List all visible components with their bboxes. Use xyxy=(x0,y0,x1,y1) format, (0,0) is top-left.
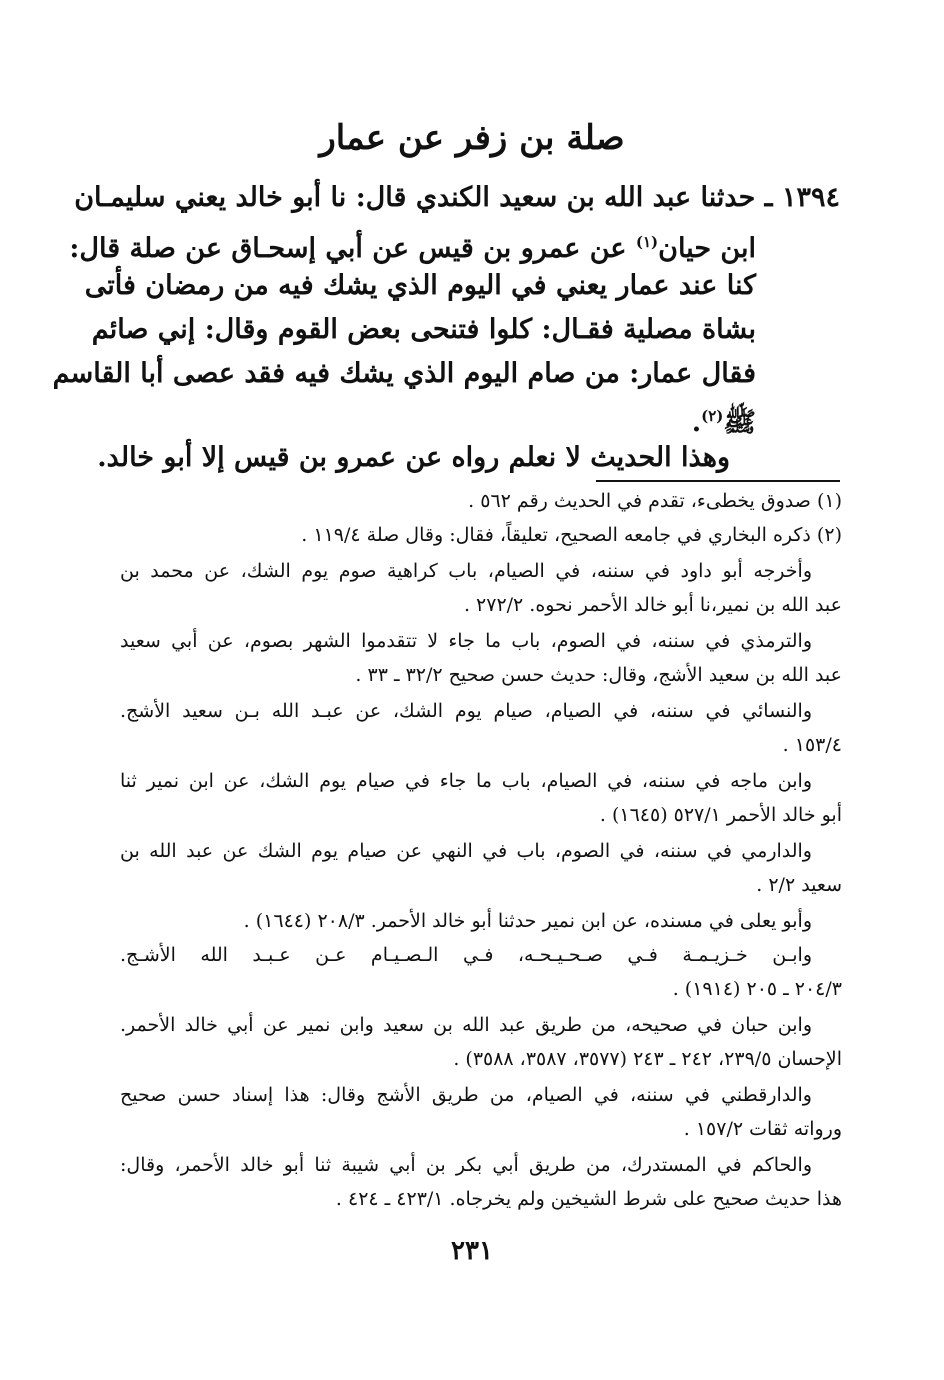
hadith-line-2 xyxy=(69,220,756,264)
hadith-line-5: فقال عمار: من صام اليوم الذي يشك فيه فقد عصى أبا القاسم xyxy=(52,358,756,389)
hadith-line-1: ١٣٩٤ ـ حدثنا عبد الله بن سعيد الكندي قال: نا أبو خالد يعني سليمـان xyxy=(74,182,840,213)
footnote-ibn-hibban-line-1: وابن حبان في صحيحه، من طريق عبد الله بن سعيد وابن نمير عن أبي خالد الأحمر. xyxy=(120,1014,812,1036)
footnote-darimi-line-2: سعيد ٢/٢ . xyxy=(756,874,842,896)
footnote-ibn-khuzaymah-line-2: ٢٠٤/٣ ـ ٢٠٥ (١٩١٤) . xyxy=(672,978,842,1000)
page-number: ٢٣١ xyxy=(451,1236,493,1266)
footnote-darimi-line-1: والدارمي في سننه، في الصوم، باب في النهي عن صيام يوم الشك عن عبد الله بن xyxy=(120,840,812,862)
footnote-marker-2: (٢) xyxy=(701,407,724,425)
footnote-tirmidhi-line-2: عبد الله بن سعيد الأشج، وقال: حديث حسن صحيح ٣٢/٢ ـ ٣٣ . xyxy=(355,664,842,686)
hadith-body xyxy=(52,220,840,438)
footnote-nasai-line-1: والنسائي في سننه، في الصيام، صيام يوم الشك، عن عبـد الله بـن سعيد الأشج. xyxy=(120,700,812,722)
footnote-abu-dawud-line-2: عبد الله بن نمير،نا أبو خالد الأحمر نحوه. ٢٧٢/٢ . xyxy=(463,594,842,616)
footnote-hakim-line-2: هذا حديث صحيح على شرط الشيخين ولم يخرجاه. ٤٢٣/١ ـ ٤٢٤ . xyxy=(335,1188,842,1210)
footnote-marker-1: (١) xyxy=(635,233,659,251)
footnote-1: (١) صدوق يخطىء، تقدم في الحديث رقم ٥٦٢ . xyxy=(468,490,842,512)
footnote-daraqutni-line-1: والدارقطني في سننه، في الصيام، من طريق الأشج وقال: هذا إسناد حسن صحيح xyxy=(120,1084,812,1106)
hadith-line-2-start: ابن حيان xyxy=(658,233,756,264)
hadith-line-6-end: . xyxy=(691,407,702,438)
footnote-ibn-hibban-line-2: الإحسان ٢٣٩/٥، ٢٤٢ ـ ٢٤٣ (٣٥٧٧، ٣٥٨٧، ٣٥٨٨) . xyxy=(453,1048,842,1070)
footnotes xyxy=(120,484,842,1216)
hadith-line-6 xyxy=(150,396,756,436)
hadith-line-4: بشاة مصلية فقـال: كلوا فتنحى بعض القوم وقال: إني صائم xyxy=(91,314,756,345)
footnote-abu-yala: وأبو يعلى في مسنده، عن ابن نمير حدثنا أبو خالد الأحمر. ٢٠٨/٣ (١٦٤٤) . xyxy=(243,910,812,932)
hadith-closing-remark: وهذا الحديث لا نعلم رواه عن عمرو بن قيس إلا أبو خالد. xyxy=(97,442,730,473)
footnote-separator xyxy=(596,480,840,482)
footnote-ibn-majah-line-2: أبو خالد الأحمر ٥٢٧/١ (١٦٤٥) . xyxy=(599,804,842,826)
salawat-ligature: ﷺ xyxy=(723,407,756,438)
footnote-nasai-line-2: ١٥٣/٤ . xyxy=(782,734,842,756)
footnote-daraqutni-line-2: ورواته ثقات ١٥٧/٢ . xyxy=(683,1118,842,1140)
hadith-text xyxy=(52,176,840,480)
footnote-ibn-majah-line-1: وابن ماجه في سننه، في الصيام، باب ما جاء في صيام يوم الشك، عن ابن نمير ثنا xyxy=(120,770,812,792)
footnote-2: (٢) ذكره البخاري في جامعه الصحيح، تعليقاً، فقال: وقال صلة ١١٩/٤ . xyxy=(301,524,842,546)
section-heading: صلة بن زفر عن عمار xyxy=(319,118,625,158)
footnote-hakim-line-1: والحاكم في المستدرك، من طريق أبي بكر بن أبي شيبة ثنا أبو خالد الأحمر، وقال: xyxy=(120,1154,812,1176)
footnote-tirmidhi-line-1: والترمذي في سننه، في الصوم، باب ما جاء لا تتقدموا الشهر بصوم، عن أبي سعيد xyxy=(120,630,812,652)
hadith-line-3: كنا عند عمار يعني في اليوم الذي يشك فيه من رمضان فأتى xyxy=(84,270,756,301)
hadith-line-2-end: عن عمرو بن قيس عن أبي إسحـاق عن صلة قال: xyxy=(69,233,636,264)
footnote-abu-dawud-line-1: وأخرجه أبو داود في سننه، في الصيام، باب كراهية صوم يوم الشك، عن محمد بن xyxy=(120,560,812,582)
footnote-ibn-khuzaymah-line-1: وابـن خـزيـمـة فـي صـحـيـحـه، فـي الـصـيـام عـن عـبـد الله الأشـج. xyxy=(120,944,812,966)
